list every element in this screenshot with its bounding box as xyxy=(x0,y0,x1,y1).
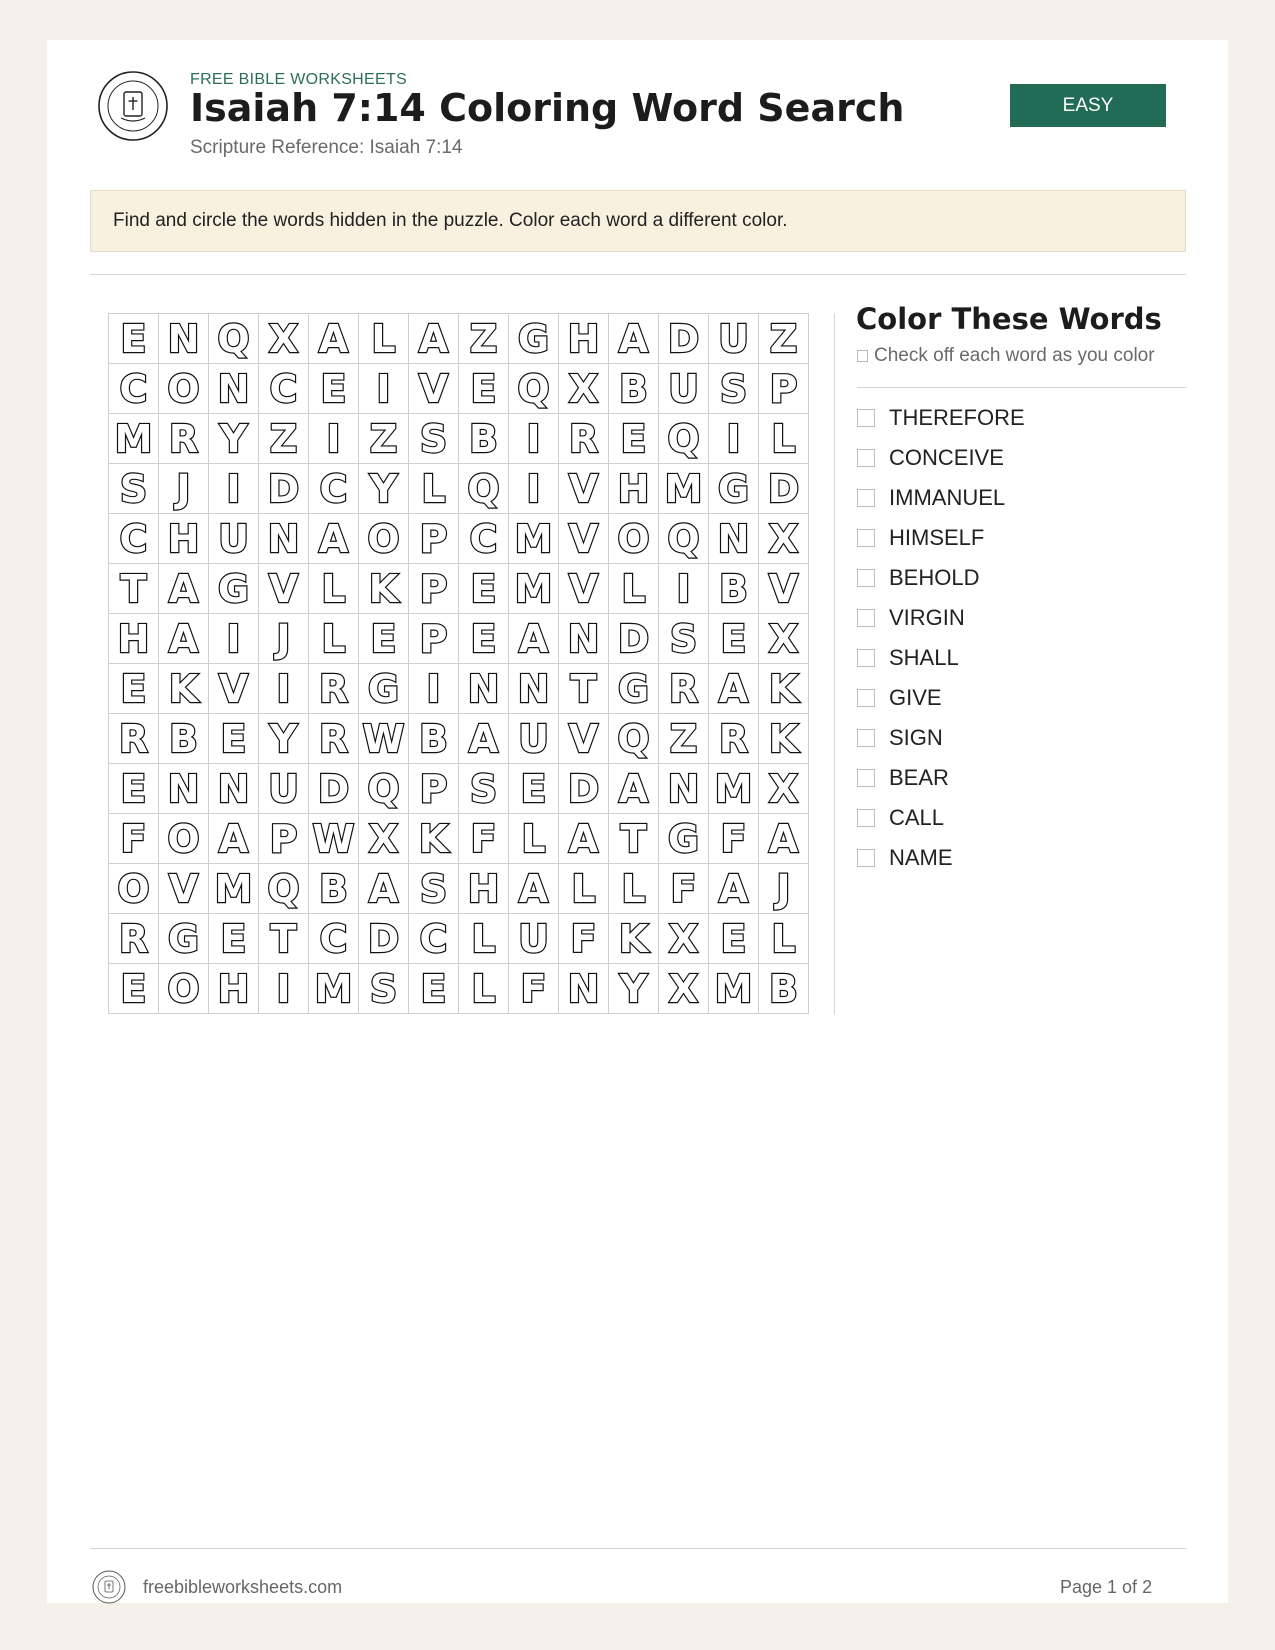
grid-cell: I xyxy=(709,414,759,464)
word-label: GIVE xyxy=(889,685,942,710)
grid-cell: R xyxy=(659,664,709,714)
divider xyxy=(90,274,1186,275)
grid-cell: V xyxy=(559,564,609,614)
grid-cell: B xyxy=(309,864,359,914)
word-list-item xyxy=(857,638,1025,678)
grid-cell: R xyxy=(109,714,159,764)
grid-cell: B xyxy=(759,964,809,1014)
word-label: CALL xyxy=(889,805,945,830)
grid-cell: E xyxy=(709,614,759,664)
grid-cell: B xyxy=(609,364,659,414)
grid-cell: E xyxy=(459,614,509,664)
grid-cell: O xyxy=(159,364,209,414)
grid-cell: G xyxy=(359,664,409,714)
grid-cell: U xyxy=(709,314,759,364)
grid-cell: L xyxy=(409,464,459,514)
grid-cell: F xyxy=(559,914,609,964)
grid-cell: G xyxy=(609,664,659,714)
grid-cell: Q xyxy=(609,714,659,764)
grid-cell: C xyxy=(109,514,159,564)
word-list-item xyxy=(857,678,1025,718)
grid-cell: B xyxy=(409,714,459,764)
grid-cell: I xyxy=(659,564,709,614)
grid-cell: P xyxy=(409,764,459,814)
grid-cell: A xyxy=(609,314,659,364)
grid-cell: D xyxy=(609,614,659,664)
grid-cell: I xyxy=(209,464,259,514)
grid-cell: Y xyxy=(609,964,659,1014)
column-divider xyxy=(834,313,835,1015)
grid-cell: S xyxy=(409,414,459,464)
word-label: BEHOLD xyxy=(889,565,980,590)
grid-cell: A xyxy=(609,764,659,814)
word-list-item xyxy=(857,798,1025,838)
grid-cell: E xyxy=(109,664,159,714)
difficulty-badge: EASY xyxy=(1010,84,1166,127)
grid-cell: O xyxy=(159,814,209,864)
grid-cell: N xyxy=(509,664,559,714)
grid-cell: S xyxy=(109,464,159,514)
grid-cell: E xyxy=(609,414,659,464)
word-list-subtitle-text: Check off each word as you color xyxy=(874,345,1155,366)
word-checkbox[interactable] xyxy=(857,849,875,867)
grid-cell: L xyxy=(759,914,809,964)
grid-cell: G xyxy=(509,314,559,364)
grid-cell: A xyxy=(359,864,409,914)
grid-cell: X xyxy=(659,914,709,964)
grid-cell: T xyxy=(259,914,309,964)
grid-cell: L xyxy=(359,314,409,364)
grid-cell: F xyxy=(709,814,759,864)
grid-cell: K xyxy=(409,814,459,864)
grid-cell: A xyxy=(559,814,609,864)
grid-cell: M xyxy=(509,514,559,564)
grid-cell: N xyxy=(709,514,759,564)
grid-cell: F xyxy=(509,964,559,1014)
grid-cell: K xyxy=(359,564,409,614)
grid-cell: O xyxy=(109,864,159,914)
grid-cell: D xyxy=(259,464,309,514)
grid-cell: N xyxy=(159,764,209,814)
page-title: Isaiah 7:14 Coloring Word Search xyxy=(190,86,905,130)
grid-cell: U xyxy=(659,364,709,414)
grid-cell: P xyxy=(409,514,459,564)
grid-cell: C xyxy=(259,364,309,414)
grid-cell: W xyxy=(359,714,409,764)
grid-cell: B xyxy=(159,714,209,764)
word-checkbox[interactable] xyxy=(857,449,875,467)
grid-cell: V xyxy=(759,564,809,614)
grid-cell: I xyxy=(359,364,409,414)
grid-cell: A xyxy=(759,814,809,864)
word-checkbox[interactable] xyxy=(857,569,875,587)
grid-cell: B xyxy=(709,564,759,614)
grid-cell: N xyxy=(659,764,709,814)
word-checkbox[interactable] xyxy=(857,609,875,627)
grid-cell: E xyxy=(109,964,159,1014)
grid-cell: R xyxy=(109,914,159,964)
checkbox-icon xyxy=(857,350,868,362)
grid-cell: E xyxy=(359,614,409,664)
grid-cell: V xyxy=(559,714,609,764)
footer-divider xyxy=(90,1548,1186,1549)
grid-cell: N xyxy=(259,514,309,564)
grid-cell: X xyxy=(759,514,809,564)
grid-cell: G xyxy=(659,814,709,864)
word-list-item xyxy=(857,838,1025,878)
grid-cell: C xyxy=(459,514,509,564)
word-label: IMMANUEL xyxy=(889,485,1006,510)
grid-cell: K xyxy=(759,664,809,714)
grid-cell: Q xyxy=(359,764,409,814)
page-number: Page 1 of 2 xyxy=(1060,1577,1153,1597)
grid-cell: R xyxy=(159,414,209,464)
grid-cell: Z xyxy=(259,414,309,464)
grid-cell: J xyxy=(159,464,209,514)
grid-cell: X xyxy=(259,314,309,364)
grid-cell: V xyxy=(259,564,309,614)
word-checkbox[interactable] xyxy=(857,529,875,547)
grid-cell: D xyxy=(659,314,709,364)
grid-cell: D xyxy=(559,764,609,814)
grid-cell: L xyxy=(759,414,809,464)
grid-cell: Q xyxy=(459,464,509,514)
grid-cell: E xyxy=(209,714,259,764)
grid-cell: S xyxy=(409,864,459,914)
instructions-text: Find and circle the words hidden in the puzzle. Color each word a different color. xyxy=(113,210,788,231)
grid-cell: E xyxy=(459,364,509,414)
grid-cell: Y xyxy=(209,414,259,464)
grid-cell: C xyxy=(409,914,459,964)
grid-cell: V xyxy=(559,514,609,564)
grid-cell: N xyxy=(459,664,509,714)
grid-cell: I xyxy=(259,664,309,714)
word-checkbox[interactable] xyxy=(857,769,875,787)
footer-logo-icon xyxy=(92,1570,126,1604)
word-label: SHALL xyxy=(889,645,959,670)
instructions-box xyxy=(90,190,1186,252)
grid-cell: Q xyxy=(659,414,709,464)
grid-cell: M xyxy=(709,964,759,1014)
grid-cell: N xyxy=(209,364,259,414)
word-list-item xyxy=(857,438,1025,478)
word-label: NAME xyxy=(889,845,953,870)
grid-cell: O xyxy=(609,514,659,564)
grid-cell: V xyxy=(209,664,259,714)
grid-cell: F xyxy=(659,864,709,914)
grid-cell: S xyxy=(659,614,709,664)
grid-cell: M xyxy=(109,414,159,464)
grid-cell: H xyxy=(459,864,509,914)
grid-cell: A xyxy=(509,864,559,914)
word-list-item xyxy=(857,718,1025,758)
grid-cell: I xyxy=(509,464,559,514)
grid-cell: F xyxy=(459,814,509,864)
word-list-subtitle xyxy=(857,345,1155,367)
grid-cell: R xyxy=(709,714,759,764)
grid-cell: I xyxy=(509,414,559,464)
grid-cell: C xyxy=(309,914,359,964)
grid-cell: M xyxy=(709,764,759,814)
grid-cell: U xyxy=(509,714,559,764)
word-label: CONCEIVE xyxy=(889,445,1004,470)
grid-cell: K xyxy=(609,914,659,964)
grid-cell: A xyxy=(409,314,459,364)
grid-cell: Q xyxy=(209,314,259,364)
word-list-title: Color These Words xyxy=(856,302,1162,336)
grid-cell: N xyxy=(559,614,609,664)
grid-cell: H xyxy=(609,464,659,514)
grid-cell: V xyxy=(559,464,609,514)
grid-cell: Z xyxy=(659,714,709,764)
grid-cell: O xyxy=(159,964,209,1014)
grid-cell: G xyxy=(709,464,759,514)
word-list-item xyxy=(857,398,1025,438)
grid-cell: E xyxy=(109,314,159,364)
word-label: VIRGIN xyxy=(889,605,965,630)
grid-cell: N xyxy=(559,964,609,1014)
grid-cell: C xyxy=(109,364,159,414)
grid-cell: U xyxy=(209,514,259,564)
grid-cell: F xyxy=(109,814,159,864)
word-checkbox[interactable] xyxy=(857,689,875,707)
grid-cell: Z xyxy=(459,314,509,364)
grid-cell: E xyxy=(109,764,159,814)
grid-cell: H xyxy=(559,314,609,364)
grid-cell: D xyxy=(309,764,359,814)
grid-cell: I xyxy=(209,614,259,664)
grid-cell: J xyxy=(259,614,309,664)
word-checkbox[interactable] xyxy=(857,489,875,507)
grid-cell: L xyxy=(609,564,659,614)
grid-cell: S xyxy=(459,764,509,814)
grid-cell: L xyxy=(459,964,509,1014)
grid-cell: L xyxy=(509,814,559,864)
grid-cell: U xyxy=(509,914,559,964)
grid-cell: D xyxy=(359,914,409,964)
grid-cell: B xyxy=(459,414,509,464)
grid-cell: L xyxy=(309,614,359,664)
grid-cell: L xyxy=(309,564,359,614)
grid-cell: O xyxy=(359,514,409,564)
grid-cell: E xyxy=(709,914,759,964)
grid-cell: E xyxy=(209,914,259,964)
word-label: BEAR xyxy=(889,765,949,790)
grid-cell: P xyxy=(759,364,809,414)
word-list xyxy=(857,398,1025,878)
grid-cell: L xyxy=(459,914,509,964)
grid-cell: G xyxy=(159,914,209,964)
grid-cell: A xyxy=(459,714,509,764)
grid-cell: C xyxy=(309,464,359,514)
grid-cell: H xyxy=(159,514,209,564)
grid-cell: L xyxy=(609,864,659,914)
grid-cell: V xyxy=(159,864,209,914)
word-checkbox[interactable] xyxy=(857,649,875,667)
word-search-grid xyxy=(108,313,809,1014)
word-list-item xyxy=(857,598,1025,638)
grid-cell: X xyxy=(359,814,409,864)
grid-cell: M xyxy=(309,964,359,1014)
grid-cell: Q xyxy=(509,364,559,414)
grid-cell: X xyxy=(659,964,709,1014)
grid-cell: A xyxy=(509,614,559,664)
grid-cell: P xyxy=(409,564,459,614)
word-list-divider xyxy=(857,387,1186,388)
grid-cell: A xyxy=(209,814,259,864)
word-checkbox[interactable] xyxy=(857,409,875,427)
grid-cell: T xyxy=(609,814,659,864)
grid-cell: K xyxy=(159,664,209,714)
grid-cell: K xyxy=(759,714,809,764)
grid-cell: M xyxy=(659,464,709,514)
grid-cell: W xyxy=(309,814,359,864)
grid-cell: T xyxy=(109,564,159,614)
grid-cell: J xyxy=(759,864,809,914)
grid-cell: P xyxy=(259,814,309,864)
word-label: SIGN xyxy=(889,725,943,750)
grid-cell: E xyxy=(409,964,459,1014)
grid-cell: S xyxy=(359,964,409,1014)
word-checkbox[interactable] xyxy=(857,729,875,747)
grid-cell: X xyxy=(559,364,609,414)
grid-cell: M xyxy=(209,864,259,914)
grid-cell: H xyxy=(209,964,259,1014)
word-label: THEREFORE xyxy=(889,405,1025,430)
grid-cell: N xyxy=(159,314,209,364)
grid-cell: X xyxy=(759,614,809,664)
grid-cell: R xyxy=(559,414,609,464)
grid-cell: U xyxy=(259,764,309,814)
grid-cell: D xyxy=(759,464,809,514)
grid-cell: I xyxy=(259,964,309,1014)
grid-cell: A xyxy=(159,564,209,614)
grid-cell: R xyxy=(309,664,359,714)
word-list-item xyxy=(857,758,1025,798)
footer-site-link[interactable]: freebibleworksheets.com xyxy=(143,1577,343,1597)
grid-cell: S xyxy=(709,364,759,414)
grid-cell: Y xyxy=(259,714,309,764)
worksheet-page xyxy=(47,40,1228,1603)
grid-cell: A xyxy=(709,664,759,714)
grid-cell: T xyxy=(559,664,609,714)
grid-cell: V xyxy=(409,364,459,414)
grid-cell: Z xyxy=(359,414,409,464)
grid-cell: Q xyxy=(259,864,309,914)
grid-cell: A xyxy=(709,864,759,914)
grid-cell: P xyxy=(409,614,459,664)
word-list-item xyxy=(857,558,1025,598)
word-list-item xyxy=(857,478,1025,518)
word-label: HIMSELF xyxy=(889,525,985,550)
bible-seal-logo-icon xyxy=(97,70,169,142)
word-list-item xyxy=(857,518,1025,558)
grid-cell: G xyxy=(209,564,259,614)
grid-cell: A xyxy=(309,314,359,364)
grid-cell: I xyxy=(309,414,359,464)
grid-cell: E xyxy=(309,364,359,414)
grid-cell: A xyxy=(309,514,359,564)
grid-cell: N xyxy=(209,764,259,814)
grid-cell: M xyxy=(509,564,559,614)
grid-cell: E xyxy=(509,764,559,814)
scripture-reference: Scripture Reference: Isaiah 7:14 xyxy=(190,137,463,158)
grid-cell: H xyxy=(109,614,159,664)
grid-cell: A xyxy=(159,614,209,664)
grid-cell: Y xyxy=(359,464,409,514)
grid-cell: X xyxy=(759,764,809,814)
word-checkbox[interactable] xyxy=(857,809,875,827)
brand-name: FREE BIBLE WORKSHEETS xyxy=(190,71,408,88)
grid-cell: L xyxy=(559,864,609,914)
grid-cell: E xyxy=(459,564,509,614)
grid-cell: R xyxy=(309,714,359,764)
grid-cell: I xyxy=(409,664,459,714)
grid-cell: Z xyxy=(759,314,809,364)
grid-cell: Q xyxy=(659,514,709,564)
